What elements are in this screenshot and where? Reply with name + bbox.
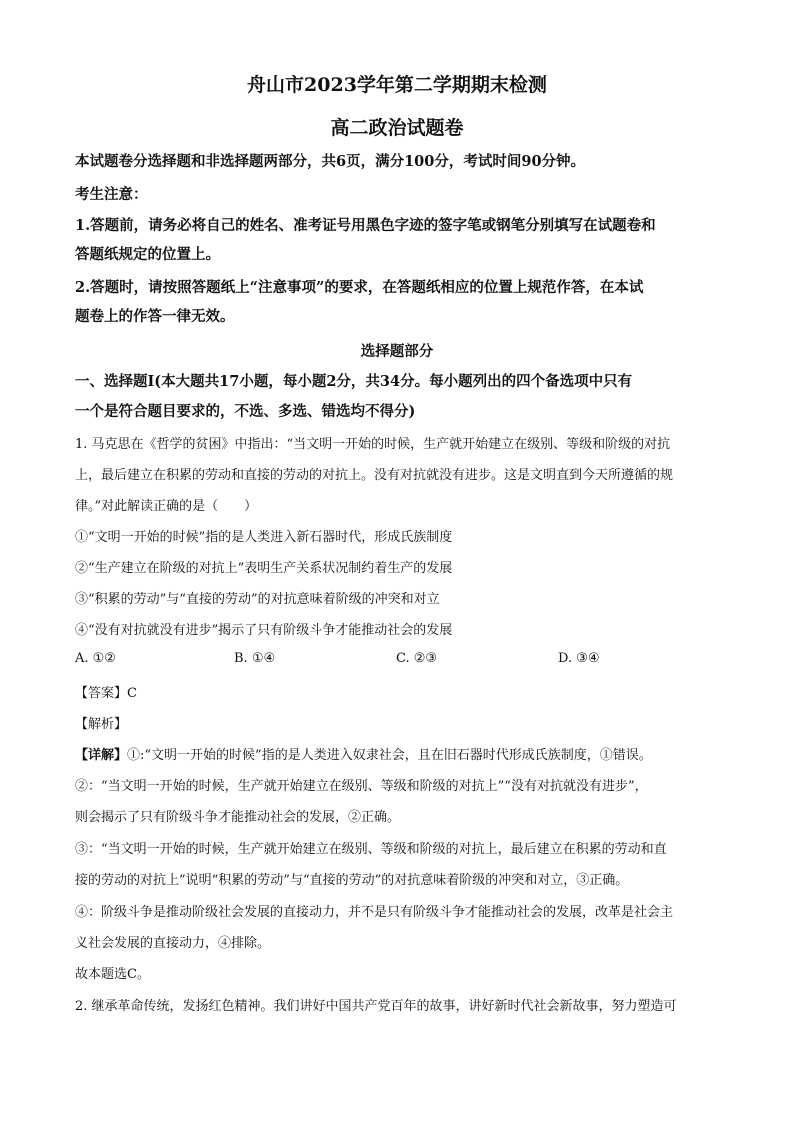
q1-detail-line-7: 义社会发展的直接动力，④排除。 xyxy=(75,936,271,951)
q1-analysis-label: 【解析】 xyxy=(75,717,128,732)
q1-stem-line-2: 上，最后建立在积累的劳动和直接的劳动的对抗上。没有对抗就没有进步。这是文明直到今天所遵循的规 xyxy=(75,468,674,483)
q1-detail-line-6: ④：阶级斗争是推动阶级社会发展的直接动力，并不是只有阶级斗争才能推动社会的发展，改革是社会主 xyxy=(75,905,674,920)
section-heading: 选择题部分 xyxy=(360,343,434,360)
q1-statement-4: ④“没有对抗就没有进步”揭示了只有阶级斗争才能推动社会的发展 xyxy=(75,623,453,638)
q2-stem-line-1: 2. 继承革命传统，发扬红色精神。我们讲好中国共产党百年的故事，讲好新时代社会新故事，努力塑造可 xyxy=(75,999,677,1014)
detail-text: ①:“文明一开始的时候”指的是人类进入奴隶社会，且在旧石器时代形成氏族制度，①错误。 xyxy=(127,748,652,763)
part1-heading-line-1: 一、选择题Ⅰ(本大题共17小题，每小题2分，共34分。每小题列出的四个备选项中只有 xyxy=(75,373,633,390)
q1-option-a: A. ①② xyxy=(75,651,116,666)
q1-detail-line-3: 则会揭示了只有阶级斗争才能推动社会的发展，②正确。 xyxy=(75,810,401,825)
notice-label: 考生注意： xyxy=(75,186,148,203)
q1-statement-2: ②“生产建立在阶级的对抗上”表明生产关系状况制约着生产的发展 xyxy=(75,561,453,576)
detail-tag: 【详解】 xyxy=(75,748,128,763)
instructions-intro: 本试题卷分选择题和非选择题两部分，共6页，满分100分，考试时间90分钟。 xyxy=(75,153,586,170)
q1-answer: 【答案】C xyxy=(75,686,137,701)
notice-item-1-line-1: 1.答题前，请务必将自己的姓名、准考证号用黑色字迹的签字笔或钢笔分别填写在试题卷和 xyxy=(75,217,656,234)
q1-statement-3: ③“积累的劳动”与“直接的劳动”的对抗意味着阶级的冲突和对立 xyxy=(75,592,440,607)
q1-statement-1: ①“文明一开始的时候”指的是人类进入新石器时代，形成氏族制度 xyxy=(75,530,453,545)
q1-option-d: D. ③④ xyxy=(558,651,600,666)
notice-item-1-line-2: 答题纸规定的位置上。 xyxy=(75,246,220,263)
exam-subtitle: 高二政治试题卷 xyxy=(330,117,464,139)
q1-detail-line-5: 接的劳动的对抗上”说明“积累的劳动”与“直接的劳动”的对抗意味着阶级的冲突和对立，③正确。 xyxy=(75,873,629,888)
q1-detail-line-4: ③：“当文明一开始的时候，生产就开始建立在级别、等级和阶级的对抗上，最后建立在积累的劳动和直 xyxy=(75,842,667,857)
q1-detail-line-1 xyxy=(75,744,725,763)
q1-conclusion: 故本题选C。 xyxy=(75,967,150,982)
q1-option-c: C. ②③ xyxy=(396,651,438,666)
q1-detail-line-2: ②：“当文明一开始的时候，生产就开始建立在级别、等级和阶级的对抗上”“没有对抗就没有进步”， xyxy=(75,779,648,794)
notice-item-2-line-2: 题卷上的作答一律无效。 xyxy=(75,308,235,325)
notice-item-2-line-1: 2.答题时，请按照答题纸上“注意事项”的要求，在答题纸相应的位置上规范作答，在本试 xyxy=(75,279,644,296)
q1-stem-line-1: 1. 马克思在《哲学的贫困》中指出：“当文明一开始的时候，生产就开始建立在级别、等级和阶级的对抗 xyxy=(75,437,671,452)
q1-stem-line-3: 律。”对此解读正确的是（ ） xyxy=(75,499,258,514)
exam-title: 舟山市2023学年第二学期期末检测 xyxy=(247,74,547,96)
part1-heading-line-2: 一个是符合题目要求的，不选、多选、错选均不得分) xyxy=(75,403,416,420)
q1-option-b: B. ①④ xyxy=(234,651,276,666)
